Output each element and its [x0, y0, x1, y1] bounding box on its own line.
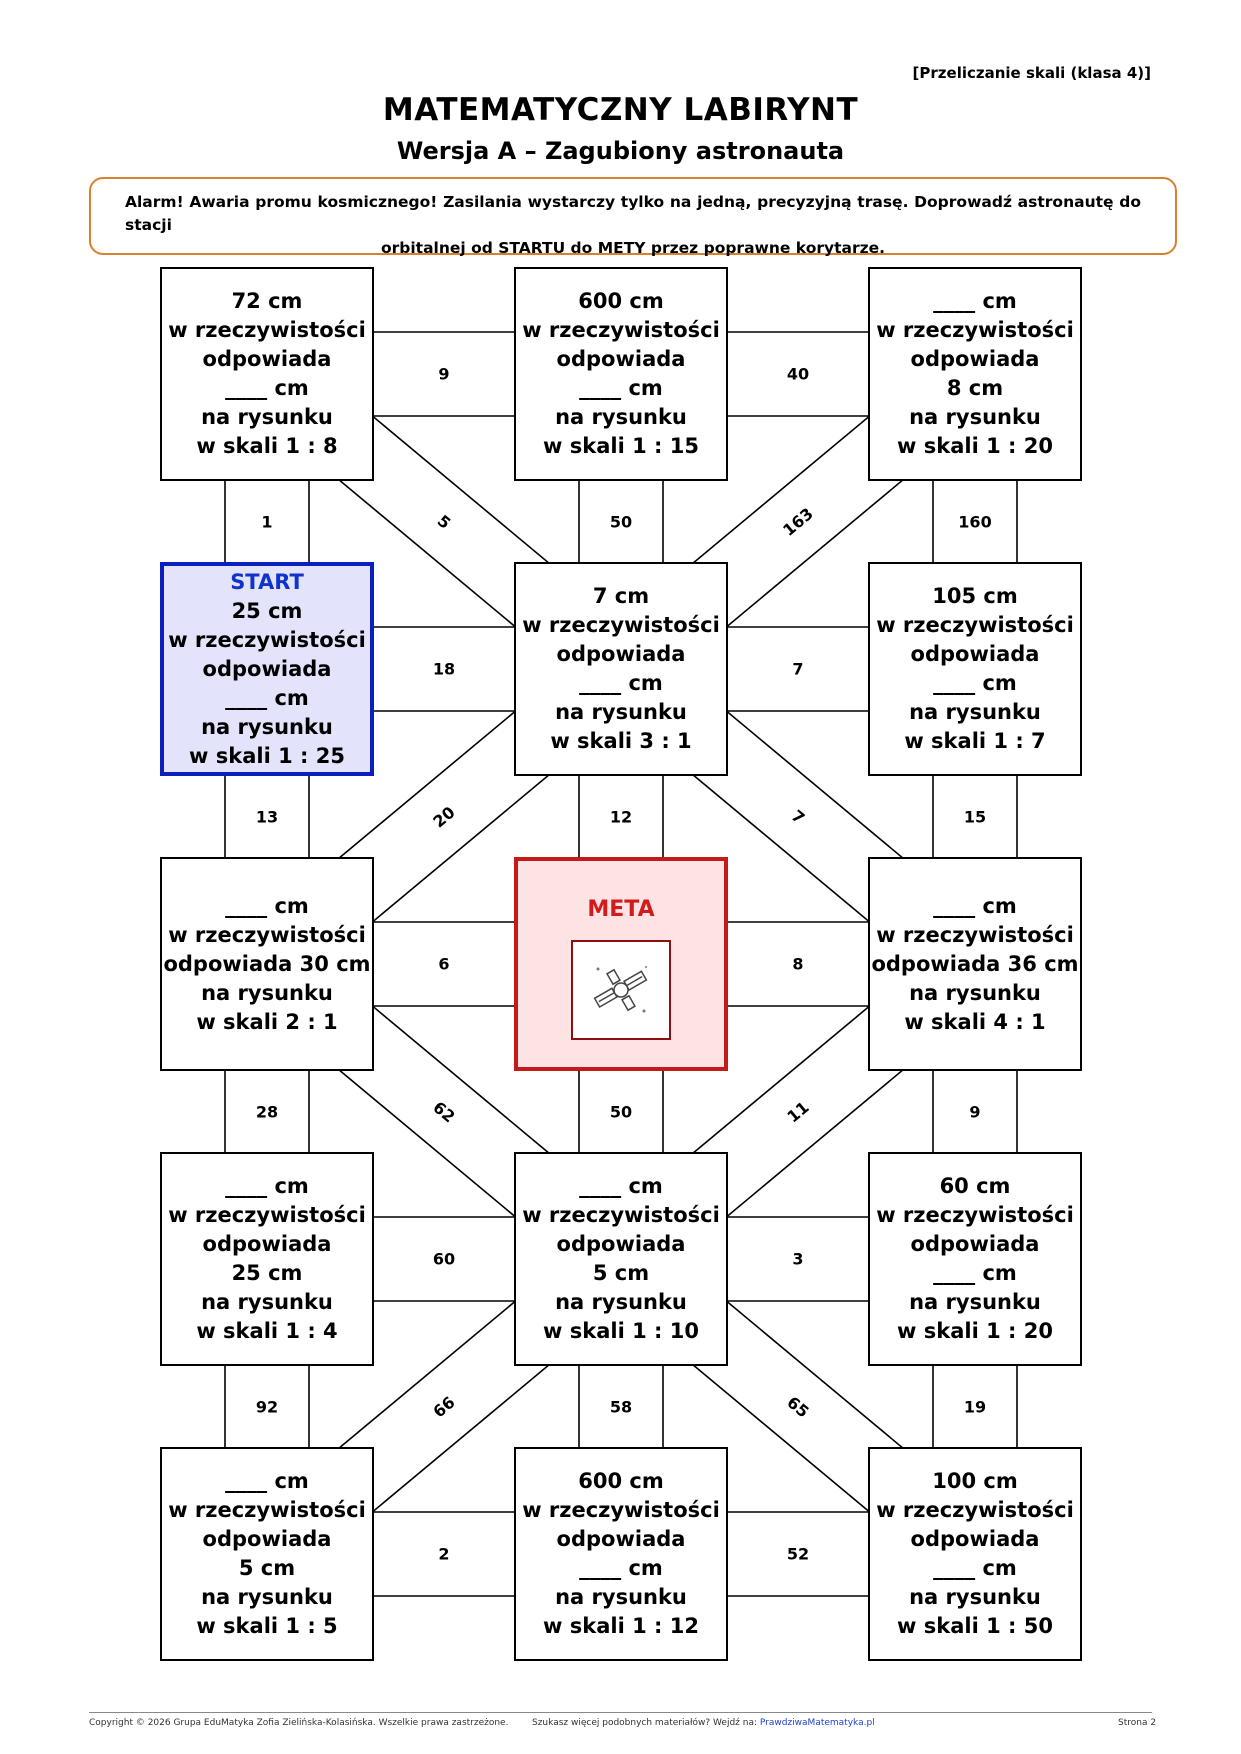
cell-line: w rzeczywistości — [522, 613, 720, 637]
cell-line: ____ cm — [225, 1174, 309, 1198]
corridor-label-h_r0_01: 9 — [438, 364, 450, 384]
cell-line: odpowiada — [202, 656, 332, 681]
corridor-label-d_r3c1_r4c2: 65 — [783, 1392, 813, 1421]
cell-line: w rzeczywistości — [522, 318, 720, 342]
cell-line: 5 cm — [238, 1556, 296, 1580]
cell-heading: START — [230, 569, 304, 594]
corridor-label-v_r01_c0: 1 — [261, 512, 273, 531]
cell-line: 25 cm — [231, 598, 303, 623]
cell-line: ____ cm — [225, 893, 309, 918]
cell-line: odpowiada 30 cm — [163, 951, 371, 976]
cell-line: ____ cm — [579, 671, 663, 695]
cell-line: 105 cm — [932, 584, 1018, 608]
cell-line: w skali 3 : 1 — [550, 729, 692, 753]
instruction-line-2: orbitalnej od STARTU do METY przez poprawne korytarze. — [380, 239, 886, 257]
cell-line: w rzeczywistości — [876, 922, 1074, 947]
maze-cell[interactable] — [514, 1447, 728, 1661]
cell-line: 7 cm — [592, 584, 650, 608]
maze-cell[interactable] — [868, 562, 1082, 776]
cell-line: ____ cm — [933, 289, 1017, 313]
cell-line: na rysunku — [201, 714, 333, 739]
footer-page-number: Strona 2 — [1118, 1718, 1157, 1728]
cell-line: w rzeczywistości — [876, 318, 1074, 342]
cell-line: na rysunku — [909, 1585, 1041, 1609]
cell-line: w skali 1 : 25 — [189, 743, 345, 768]
cell-line: 100 cm — [932, 1469, 1018, 1493]
cell-line: w skali 1 : 4 — [196, 1319, 338, 1343]
cell-line: na rysunku — [201, 1290, 333, 1314]
cell-line: 600 cm — [578, 1469, 664, 1493]
corridor-label-v_r12_c1: 12 — [609, 807, 633, 826]
cell-line: odpowiada — [910, 1232, 1040, 1256]
cell-line: w rzeczywistości — [522, 1203, 720, 1227]
maze-cell[interactable] — [514, 562, 728, 776]
corridor-label-v_r34_c1: 58 — [609, 1397, 633, 1416]
cell-line: 8 cm — [946, 376, 1004, 400]
corridor-label-v_r34_c2: 19 — [963, 1397, 987, 1416]
cell-line: na rysunku — [201, 980, 333, 1005]
corridor-label-d_r2c0_r3c1: 62 — [429, 1097, 459, 1126]
corridor-label-d_r0c2_r1c1: 163 — [779, 503, 817, 540]
cell-line: w rzeczywistości — [168, 922, 366, 947]
maze-cell[interactable] — [160, 857, 374, 1071]
maze-cell[interactable] — [160, 1447, 374, 1661]
cell-line: odpowiada — [556, 1527, 686, 1551]
cell-line: w skali 1 : 50 — [897, 1614, 1053, 1638]
cell-line: w rzeczywistości — [876, 1498, 1074, 1522]
corridor-label-v_r01_c1: 50 — [609, 512, 633, 531]
corridor-label-h_r2_01: 6 — [438, 954, 450, 974]
cell-line: 72 cm — [231, 289, 303, 313]
cell-line: ____ cm — [933, 671, 1017, 695]
cell-line: na rysunku — [555, 1585, 687, 1609]
cell-line: odpowiada — [910, 1527, 1040, 1551]
cell-line: odpowiada — [556, 1232, 686, 1256]
cell-line: odpowiada — [202, 347, 332, 371]
cell-line: ____ cm — [579, 1556, 663, 1580]
corridor-label-v_r12_c0: 13 — [255, 807, 279, 826]
cell-line: w skali 1 : 20 — [897, 434, 1053, 458]
corridor-label-d_r1c1_r2c0: 20 — [429, 802, 459, 831]
maze-cell[interactable] — [868, 267, 1082, 481]
cell-line: na rysunku — [555, 700, 687, 724]
cell-line: w rzeczywistości — [876, 613, 1074, 637]
cell-line: odpowiada — [910, 642, 1040, 666]
cell-line: odpowiada — [202, 1527, 332, 1551]
instruction-line-1: Alarm! Awaria promu kosmicznego! Zasilania wystarczy tylko na jedną, precyzyjną trasę. Doprowadź astronautę do stacji — [125, 193, 1141, 234]
cell-line: 5 cm — [592, 1261, 650, 1285]
corridor-label-v_r23_c1: 50 — [609, 1102, 633, 1121]
corridor-label-v_r34_c0: 92 — [255, 1397, 279, 1416]
corridor-label-v_r01_c2: 160 — [958, 512, 992, 531]
footer-copyright: Copyright © 2026 Grupa EduMatyka Zofia Zielińska-Kolasińska. Wszelkie prawa zastrzeżone. — [89, 1718, 509, 1728]
maze-cell[interactable] — [160, 267, 374, 481]
corridor-label-h_r1_12: 7 — [792, 659, 804, 679]
corridor-label-h_r0_12: 40 — [786, 364, 810, 384]
maze-cell[interactable] — [160, 1152, 374, 1366]
corridor-label-h_r3_12: 3 — [792, 1249, 804, 1269]
cell-line: na rysunku — [201, 1585, 333, 1609]
cell-line: w skali 1 : 10 — [543, 1319, 699, 1343]
cell-line: w skali 1 : 15 — [543, 434, 699, 458]
cell-line: w rzeczywistości — [876, 1203, 1074, 1227]
corridor-label-d_r2c2_r3c1: 11 — [783, 1097, 813, 1126]
cell-line: w skali 2 : 1 — [196, 1009, 338, 1034]
cell-heading: META — [587, 897, 655, 922]
cell-line: na rysunku — [909, 700, 1041, 724]
cell-line: na rysunku — [909, 1290, 1041, 1314]
cell-line: na rysunku — [555, 405, 687, 429]
footer-more — [532, 1718, 875, 1728]
cell-line: w skali 1 : 5 — [196, 1614, 338, 1638]
cell-line: w rzeczywistości — [168, 627, 366, 652]
cell-line: odpowiada — [556, 642, 686, 666]
maze-cell[interactable] — [514, 267, 728, 481]
page-title: MATEMATYCZNY LABIRYNT — [382, 92, 859, 128]
cell-line: ____ cm — [579, 376, 663, 400]
corridor-label-h_r4_12: 52 — [786, 1544, 810, 1564]
cell-line: w skali 1 : 7 — [904, 729, 1046, 753]
cell-line: ____ cm — [579, 1174, 663, 1198]
cell-line: ____ cm — [933, 1556, 1017, 1580]
start-cell[interactable] — [160, 562, 374, 776]
cell-line: ____ cm — [933, 893, 1017, 918]
space-station-icon — [571, 940, 671, 1040]
corridor-label-d_r0c0_r1c1: 5 — [433, 510, 455, 533]
corridor-label-v_r12_c2: 15 — [963, 807, 987, 826]
cell-line: 60 cm — [939, 1174, 1011, 1198]
cell-line: ____ cm — [225, 685, 309, 710]
cell-line: odpowiada 36 cm — [871, 951, 1079, 976]
cell-line: 600 cm — [578, 289, 664, 313]
meta-cell[interactable] — [514, 857, 728, 1071]
maze-cell[interactable] — [868, 1152, 1082, 1366]
cell-line: w skali 4 : 1 — [904, 1009, 1046, 1034]
cell-line: odpowiada — [202, 1232, 332, 1256]
footer-divider — [89, 1712, 1152, 1713]
corridor-label-d_r3c1_r4c0: 66 — [429, 1392, 459, 1421]
cell-line: ____ cm — [225, 1469, 309, 1493]
corridor-label-v_r23_c2: 9 — [969, 1102, 981, 1121]
cell-line: na rysunku — [201, 405, 333, 429]
cell-line: w rzeczywistości — [168, 1203, 366, 1227]
maze-cell[interactable] — [514, 1152, 728, 1366]
corridor-label-h_r2_12: 8 — [792, 954, 804, 974]
corridor-label-h_r1_01: 18 — [432, 659, 456, 679]
corridor-label-h_r4_01: 2 — [438, 1544, 450, 1564]
worksheet-tag: [Przeliczanie skali (klasa 4)] — [912, 64, 1151, 82]
cell-line: w skali 1 : 12 — [543, 1614, 699, 1638]
corridor-label-h_r3_01: 60 — [432, 1249, 456, 1269]
corridor-label-d_r1c1_r2c2: 7 — [787, 805, 809, 828]
corridor-label-v_r23_c0: 28 — [255, 1102, 279, 1121]
maze-cell[interactable] — [868, 1447, 1082, 1661]
cell-line: w rzeczywistości — [168, 1498, 366, 1522]
footer-link[interactable]: PrawdziwaMatematyka.pl — [759, 1718, 875, 1728]
cell-line: w rzeczywistości — [168, 318, 366, 342]
footer-more-text: Szukasz więcej podobnych materiałów? Wejdź na: — [532, 1718, 758, 1728]
cell-line: ____ cm — [225, 376, 309, 400]
cell-line: w skali 1 : 20 — [897, 1319, 1053, 1343]
cell-line: odpowiada — [556, 347, 686, 371]
cell-line: na rysunku — [555, 1290, 687, 1314]
maze-cell[interactable] — [868, 857, 1082, 1071]
page-subtitle: Wersja A – Zagubiony astronauta — [396, 137, 845, 165]
cell-line: w skali 1 : 8 — [196, 434, 338, 458]
cell-line: odpowiada — [910, 347, 1040, 371]
cell-line: w rzeczywistości — [522, 1498, 720, 1522]
cell-line: ____ cm — [933, 1261, 1017, 1285]
cell-line: na rysunku — [909, 980, 1041, 1005]
cell-line: 25 cm — [231, 1261, 303, 1285]
cell-line: na rysunku — [909, 405, 1041, 429]
